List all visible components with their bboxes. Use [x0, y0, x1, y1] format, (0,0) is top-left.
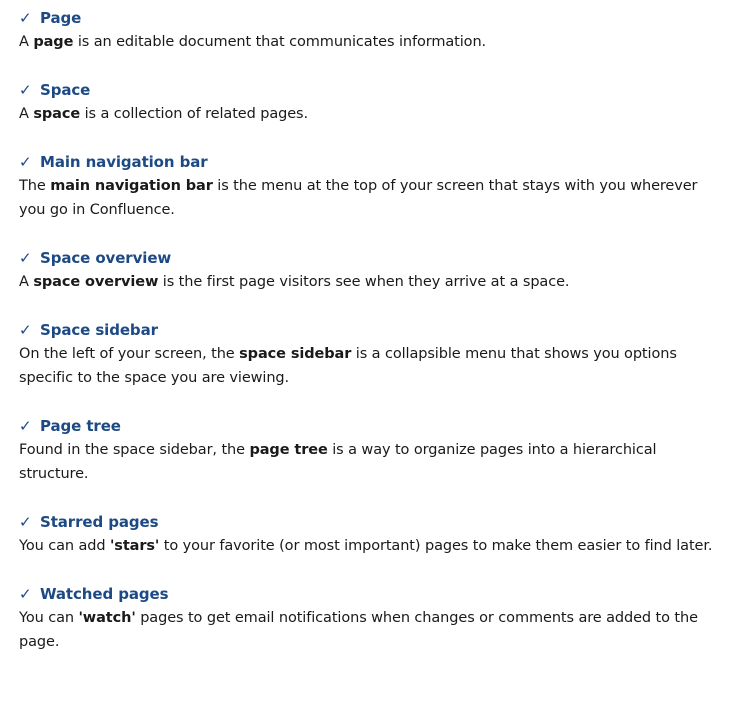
term-definition — [19, 30, 719, 54]
term-definition — [19, 534, 719, 558]
check-icon: ✓ — [19, 321, 32, 339]
term-label: Space sidebar — [40, 321, 158, 339]
term-definition — [19, 102, 719, 126]
check-icon: ✓ — [19, 81, 32, 99]
check-icon: ✓ — [19, 513, 32, 531]
term-heading — [19, 150, 719, 174]
term-heading — [19, 246, 719, 270]
definition-text: A — [19, 34, 34, 50]
term-heading — [19, 78, 719, 102]
term-heading — [19, 510, 719, 534]
term-definition — [19, 174, 719, 222]
definition-keyword: page tree — [249, 442, 328, 458]
definition-text: to your favorite (or most important) pages to make them easier to find later. — [159, 538, 713, 554]
term-definition — [19, 606, 719, 654]
glossary-entry-watched-pages — [19, 582, 719, 654]
term-label: Starred pages — [40, 513, 159, 531]
definition-text: is the menu at the top of your screen that stays with you wherever you go in Confluence. — [19, 178, 698, 218]
term-definition — [19, 342, 719, 390]
definition-text: pages to get email notifications when changes or comments are added to the page. — [19, 610, 698, 650]
term-label: Main navigation bar — [40, 153, 208, 171]
term-label: Page — [40, 9, 82, 27]
definition-keyword: space sidebar — [239, 346, 352, 362]
glossary-entry-space-sidebar — [19, 318, 719, 390]
check-icon: ✓ — [19, 249, 32, 267]
definition-text: is a collapsible menu that shows you options specific to the space you are viewing. — [19, 346, 677, 386]
definition-text: A — [19, 274, 34, 290]
term-definition — [19, 438, 719, 486]
glossary-entry-page — [19, 6, 719, 54]
definition-keyword: page — [33, 34, 74, 50]
glossary-entry-space-overview — [19, 246, 719, 294]
term-heading — [19, 582, 719, 606]
glossary-entry-starred-pages — [19, 510, 719, 558]
definition-text: is an editable document that communicates information. — [73, 34, 487, 50]
definition-text: is a collection of related pages. — [80, 106, 309, 122]
definition-keyword: main navigation bar — [50, 178, 213, 194]
term-definition — [19, 270, 719, 294]
definition-keyword: space — [33, 106, 81, 122]
check-icon: ✓ — [19, 417, 32, 435]
check-icon: ✓ — [19, 585, 32, 603]
glossary-entry-main-navigation-bar — [19, 150, 719, 222]
definition-text: On the left of your screen, the — [19, 346, 240, 362]
definition-text: is a way to organize pages into a hierarchical structure. — [19, 442, 657, 482]
check-icon: ✓ — [19, 153, 32, 171]
glossary-entry-space — [19, 78, 719, 126]
definition-text: Found in the space sidebar, the — [19, 442, 250, 458]
term-heading — [19, 6, 719, 30]
term-label: Page tree — [40, 417, 121, 435]
definition-keyword: 'watch' — [78, 610, 136, 626]
definition-keyword: 'stars' — [109, 538, 160, 554]
term-label: Watched pages — [40, 585, 169, 603]
definition-text: A — [19, 106, 34, 122]
glossary-entry-page-tree — [19, 414, 719, 486]
check-icon: ✓ — [19, 9, 32, 27]
definition-text: The — [19, 178, 51, 194]
definition-text: is the first page visitors see when they arrive at a space. — [158, 274, 570, 290]
term-label: Space overview — [40, 249, 172, 267]
term-heading — [19, 414, 719, 438]
term-heading — [19, 318, 719, 342]
definition-keyword: space overview — [33, 274, 159, 290]
term-label: Space — [40, 81, 91, 99]
definition-text: You can — [19, 610, 79, 626]
definition-text: You can add — [19, 538, 110, 554]
